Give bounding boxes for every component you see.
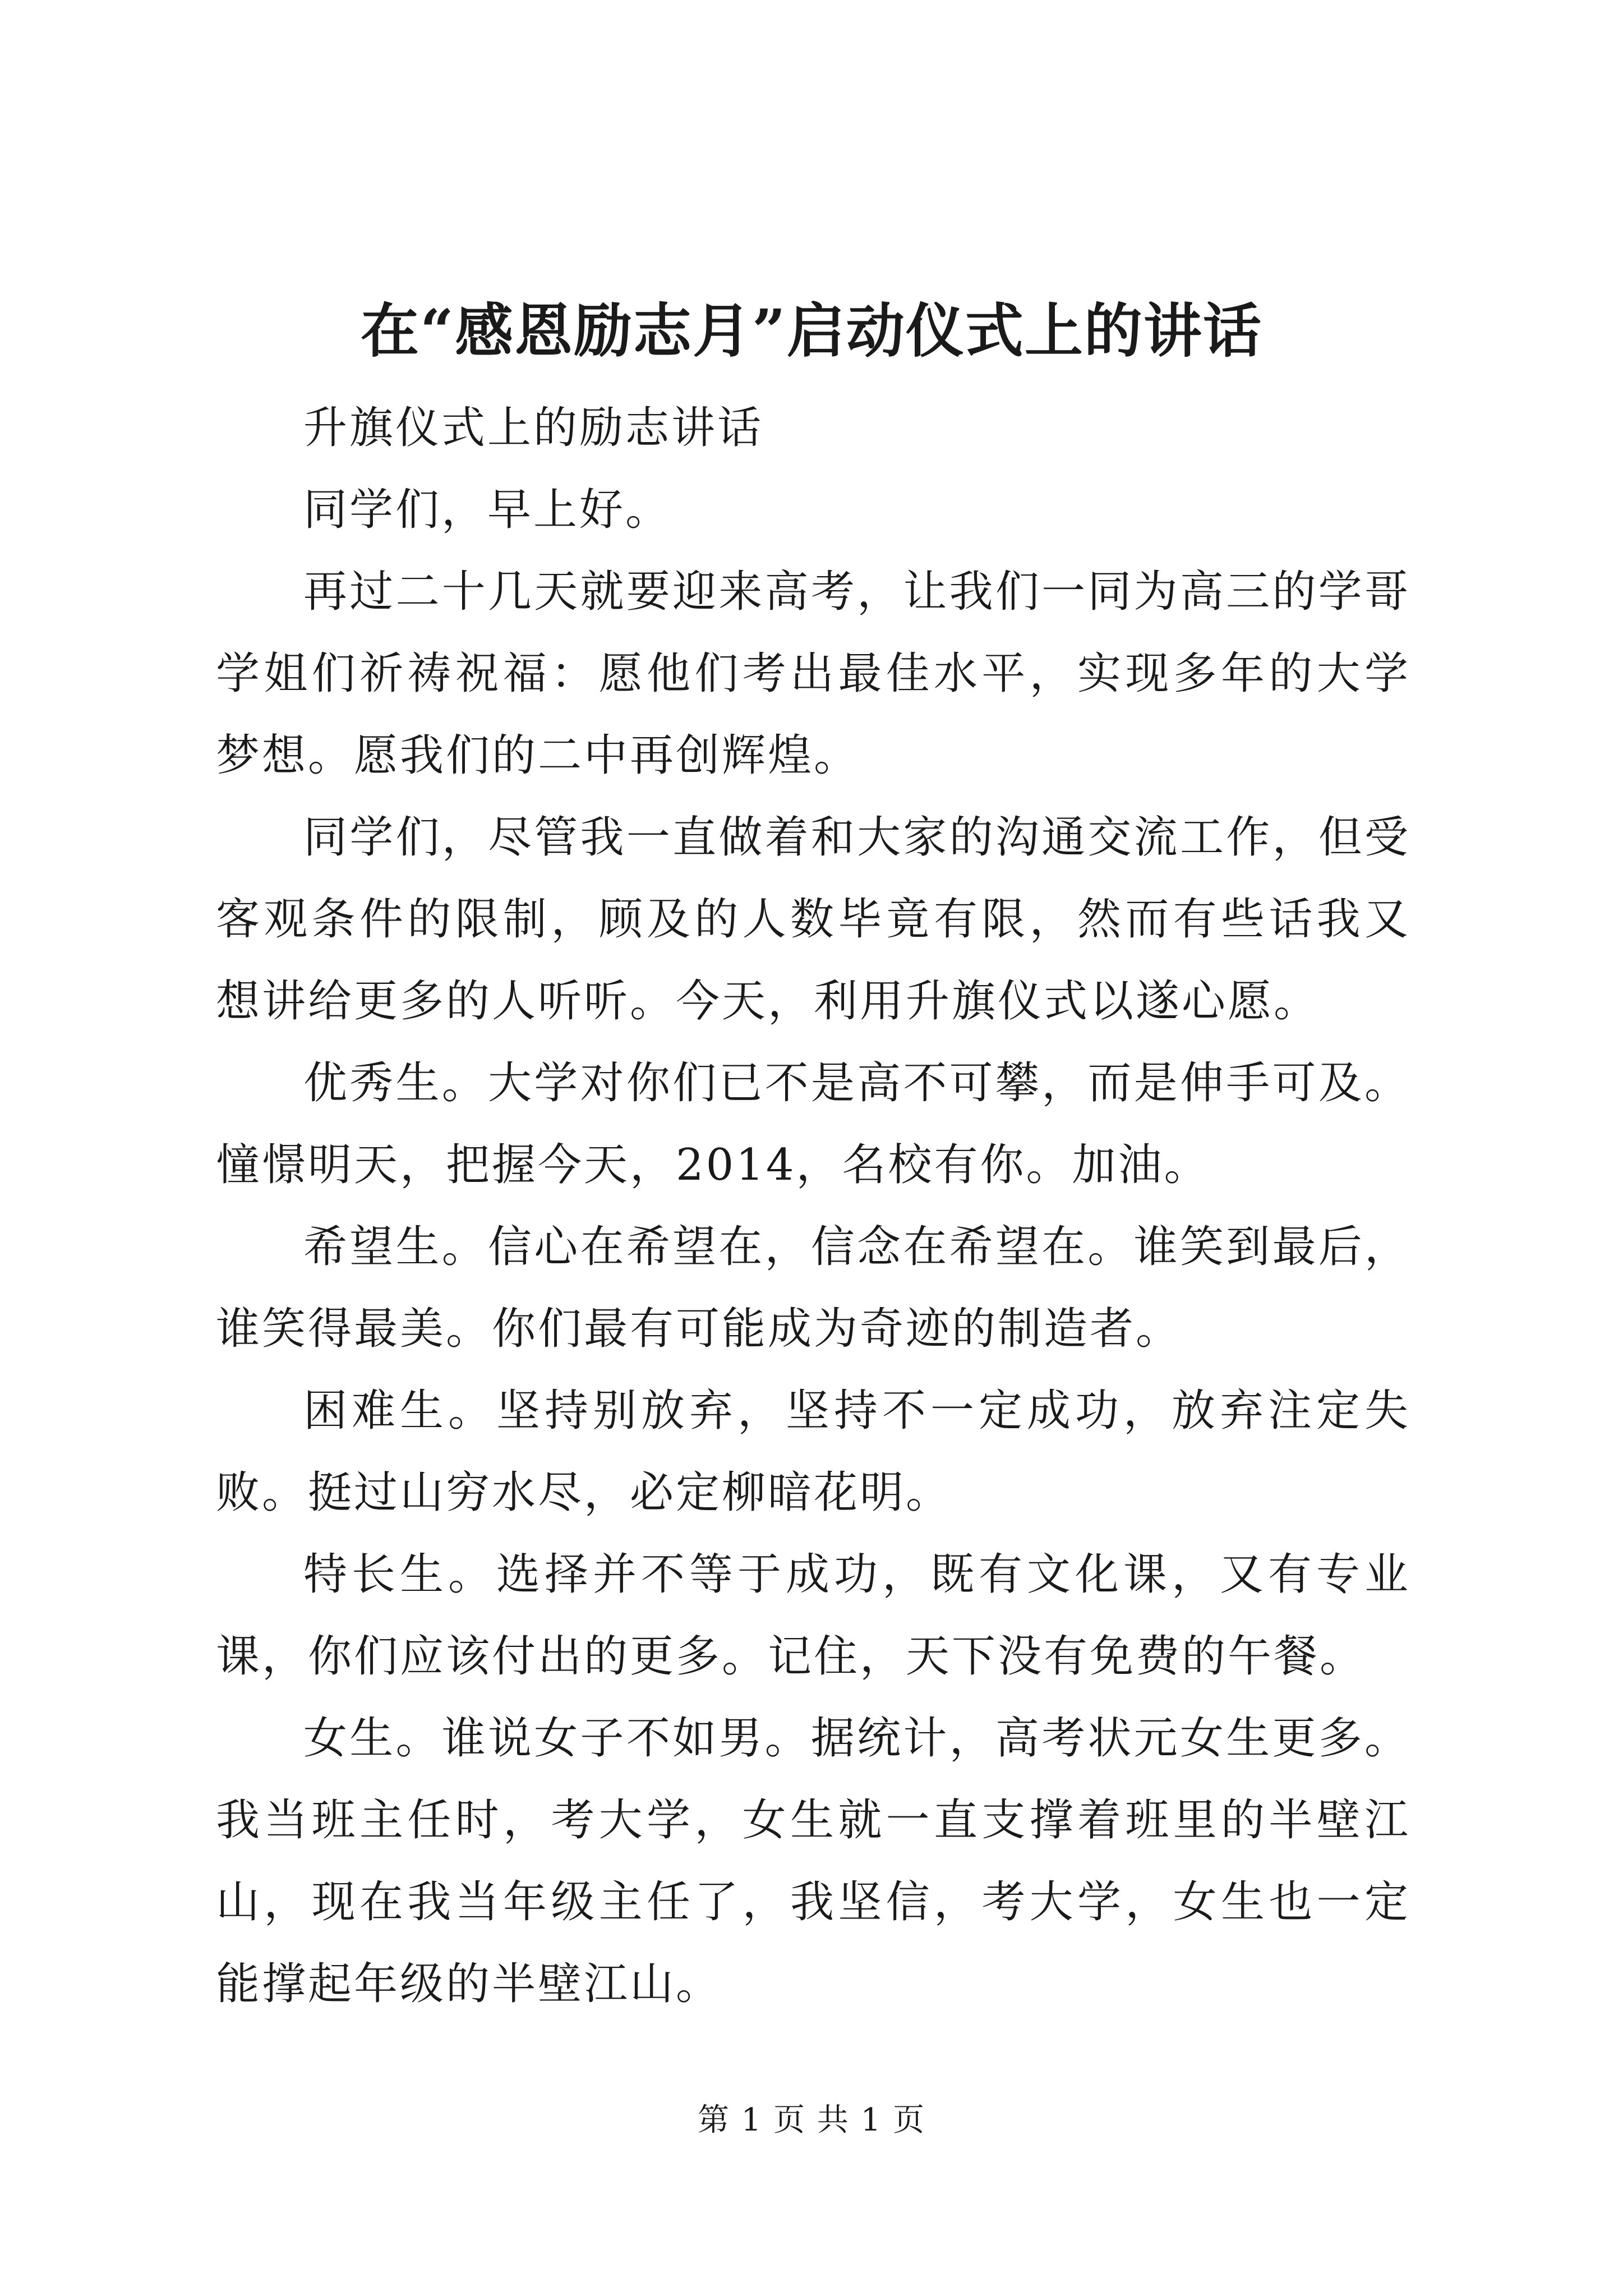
paragraph: 希望生。信心在希望在，信念在希望在。谁笑到最后，谁笑得最美。你们最有可能成为奇迹的制造者。 <box>216 1222 1410 1354</box>
paragraph: 同学们，尽管我一直做着和大家的沟通交流工作，但受客观条件的限制，顾及的人数毕竟有限，然而有些话我又想讲给更多的人听听。今天，利用升旗仪式以遂心愿。 <box>216 812 1410 1027</box>
document-title: 在“感恩励志月”启动仪式上的讲话 <box>361 296 1262 365</box>
paragraph: 特长生。选择并不等于成功，既有文化课，又有专业课，你们应该付出的更多。记住，天下没有免费的午餐。 <box>216 1549 1410 1682</box>
page-footer: 第 1 页 共 1 页 <box>697 2102 926 2138</box>
paragraph: 升旗仪式上的励志讲话 <box>303 403 764 453</box>
paragraph: 困难生。坚持别放弃，坚持不一定成功，放弃注定失败。挺过山穷水尽，必定柳暗花明。 <box>216 1386 1410 1518</box>
document-body <box>216 387 1410 2025</box>
paragraph: 女生。谁说女子不如男。据统计，高考状元女生更多。我当班主任时，考大学，女生就一直支撑着班里的半壁江山，现在我当年级主任了，我坚信，考大学，女生也一定能撑起年级的半壁江山。 <box>216 1713 1410 2009</box>
paragraph: 优秀生。大学对你们已不是高不可攀，而是伸手可及。憧憬明天，把握今天，2014，名校有你。加油。 <box>216 1058 1410 1190</box>
paragraph: 再过二十几天就要迎来高考，让我们一同为高三的学哥学姐们祈祷祝福：愿他们考出最佳水平，实现多年的大学梦想。愿我们的二中再创辉煌。 <box>216 567 1410 781</box>
paragraph: 同学们，早上好。 <box>303 485 672 535</box>
